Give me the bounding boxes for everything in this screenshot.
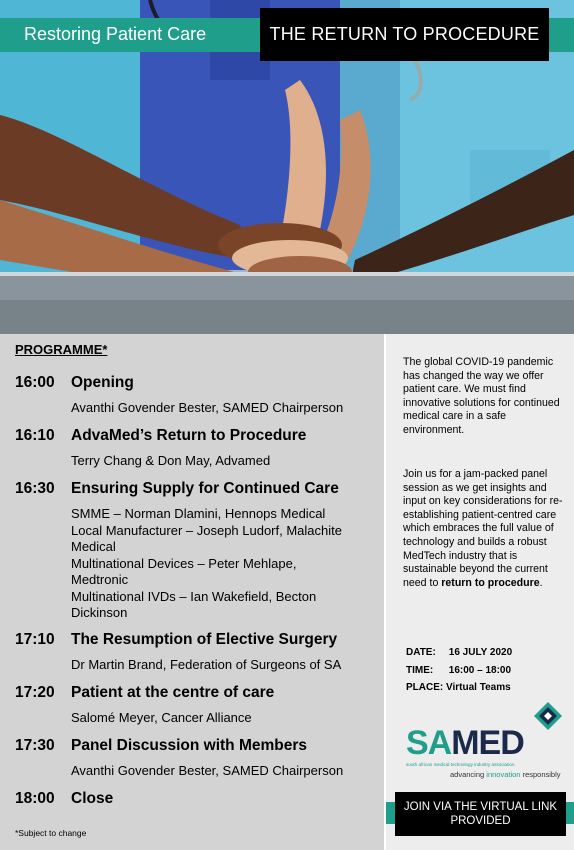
- join-link-button[interactable]: [395, 792, 566, 836]
- join-description-text: Join us for a jam-packed panel session as we get insights and input on key considerations for re-establishing patient-centred care which embraces the full value of technology and builds a robust MedTech industry that is sustainable beyond the current need to: [403, 468, 563, 589]
- logo-med: MED: [451, 724, 524, 762]
- title-banner: [260, 8, 549, 61]
- session-title: Opening: [71, 374, 134, 391]
- samed-wordmark: [406, 726, 524, 760]
- session-speaker: Salomé Meyer, Cancer Alliance: [71, 710, 252, 725]
- session-item: [15, 631, 380, 674]
- session-item: [15, 427, 380, 470]
- session-time: 16:00: [15, 374, 55, 391]
- place-value: Virtual Teams: [446, 682, 511, 693]
- event-details: [406, 644, 512, 697]
- programme-panel: [0, 334, 384, 850]
- time-value: 16:00 – 18:00: [448, 664, 512, 676]
- session-speaker: Terry Chang & Don May, Advamed: [71, 453, 271, 468]
- session-time: 16:30: [15, 480, 55, 497]
- logo-subtitle: south african medical technology industry association: [406, 762, 515, 767]
- session-item: [15, 480, 380, 622]
- session-title: Ensuring Supply for Continued Care: [71, 480, 339, 497]
- logo-sa: SA: [406, 724, 452, 762]
- session-speaker: Local Manufacturer – Joseph Ludorf, Malachite Medical: [71, 522, 342, 554]
- session-title: AdvaMed’s Return to Procedure: [71, 427, 307, 444]
- logo-tagline: [450, 770, 561, 779]
- tagline-start: advancing: [450, 770, 487, 779]
- info-sidebar: [386, 334, 574, 850]
- session-speaker: SMME – Norman Dlamini, Hennops Medical: [71, 506, 326, 521]
- session-item: [15, 790, 380, 808]
- session-title: Panel Discussion with Members: [71, 737, 308, 754]
- join-description: [403, 468, 567, 590]
- place-label: PLACE:: [406, 682, 444, 693]
- session-time: 17:30: [15, 737, 55, 754]
- tagline-highlight: innovation: [486, 770, 521, 779]
- join-link-label: JOIN VIA THE VIRTUAL LINK PROVIDED: [403, 800, 558, 827]
- session-title: Close: [71, 790, 114, 807]
- time-label: TIME:: [406, 664, 434, 676]
- hero-image: [0, 0, 574, 334]
- session-item: [15, 737, 380, 780]
- subtitle-text: Restoring Patient Care: [24, 24, 207, 44]
- session-time: 17:20: [15, 684, 55, 701]
- session-speaker: Avanthi Govender Bester, SAMED Chairperson: [71, 400, 344, 415]
- diamond-logo-icon: [534, 702, 562, 730]
- session-item: [15, 374, 380, 417]
- join-description-end: .: [539, 576, 543, 589]
- session-speaker: Multinational Devices – Peter Mehlape, Medtronic: [71, 555, 297, 587]
- programme-heading: PROGRAMME*: [15, 342, 108, 357]
- date-label: DATE:: [406, 647, 436, 658]
- session-item: [15, 684, 380, 727]
- session-speaker: Dr Martin Brand, Federation of Surgeons of SA: [71, 657, 342, 672]
- join-description-bold: return to procedure: [441, 576, 540, 589]
- session-speaker: Multinational IVDs – Ian Wakefield, Becton Dickinson: [71, 588, 317, 620]
- session-speaker: Avanthi Govender Bester, SAMED Chairperson: [71, 763, 344, 778]
- date-value: 16 JULY 2020: [448, 647, 513, 658]
- title-text: THE RETURN TO PROCEDURE: [269, 24, 540, 44]
- session-title: The Resumption of Elective Surgery: [71, 631, 338, 648]
- session-time: 17:10: [15, 631, 55, 648]
- session-time: 18:00: [15, 790, 55, 807]
- samed-logo: [406, 698, 566, 778]
- session-time: 16:10: [15, 427, 55, 444]
- footnote: *Subject to change: [15, 828, 87, 838]
- session-title: Patient at the centre of care: [71, 684, 275, 701]
- tagline-end: responsibly: [520, 770, 561, 779]
- intro-text: The global COVID-19 pandemic has changed the way we offer patient care. We must find innovative solutions for continued medical care in a safe environment.: [403, 356, 560, 436]
